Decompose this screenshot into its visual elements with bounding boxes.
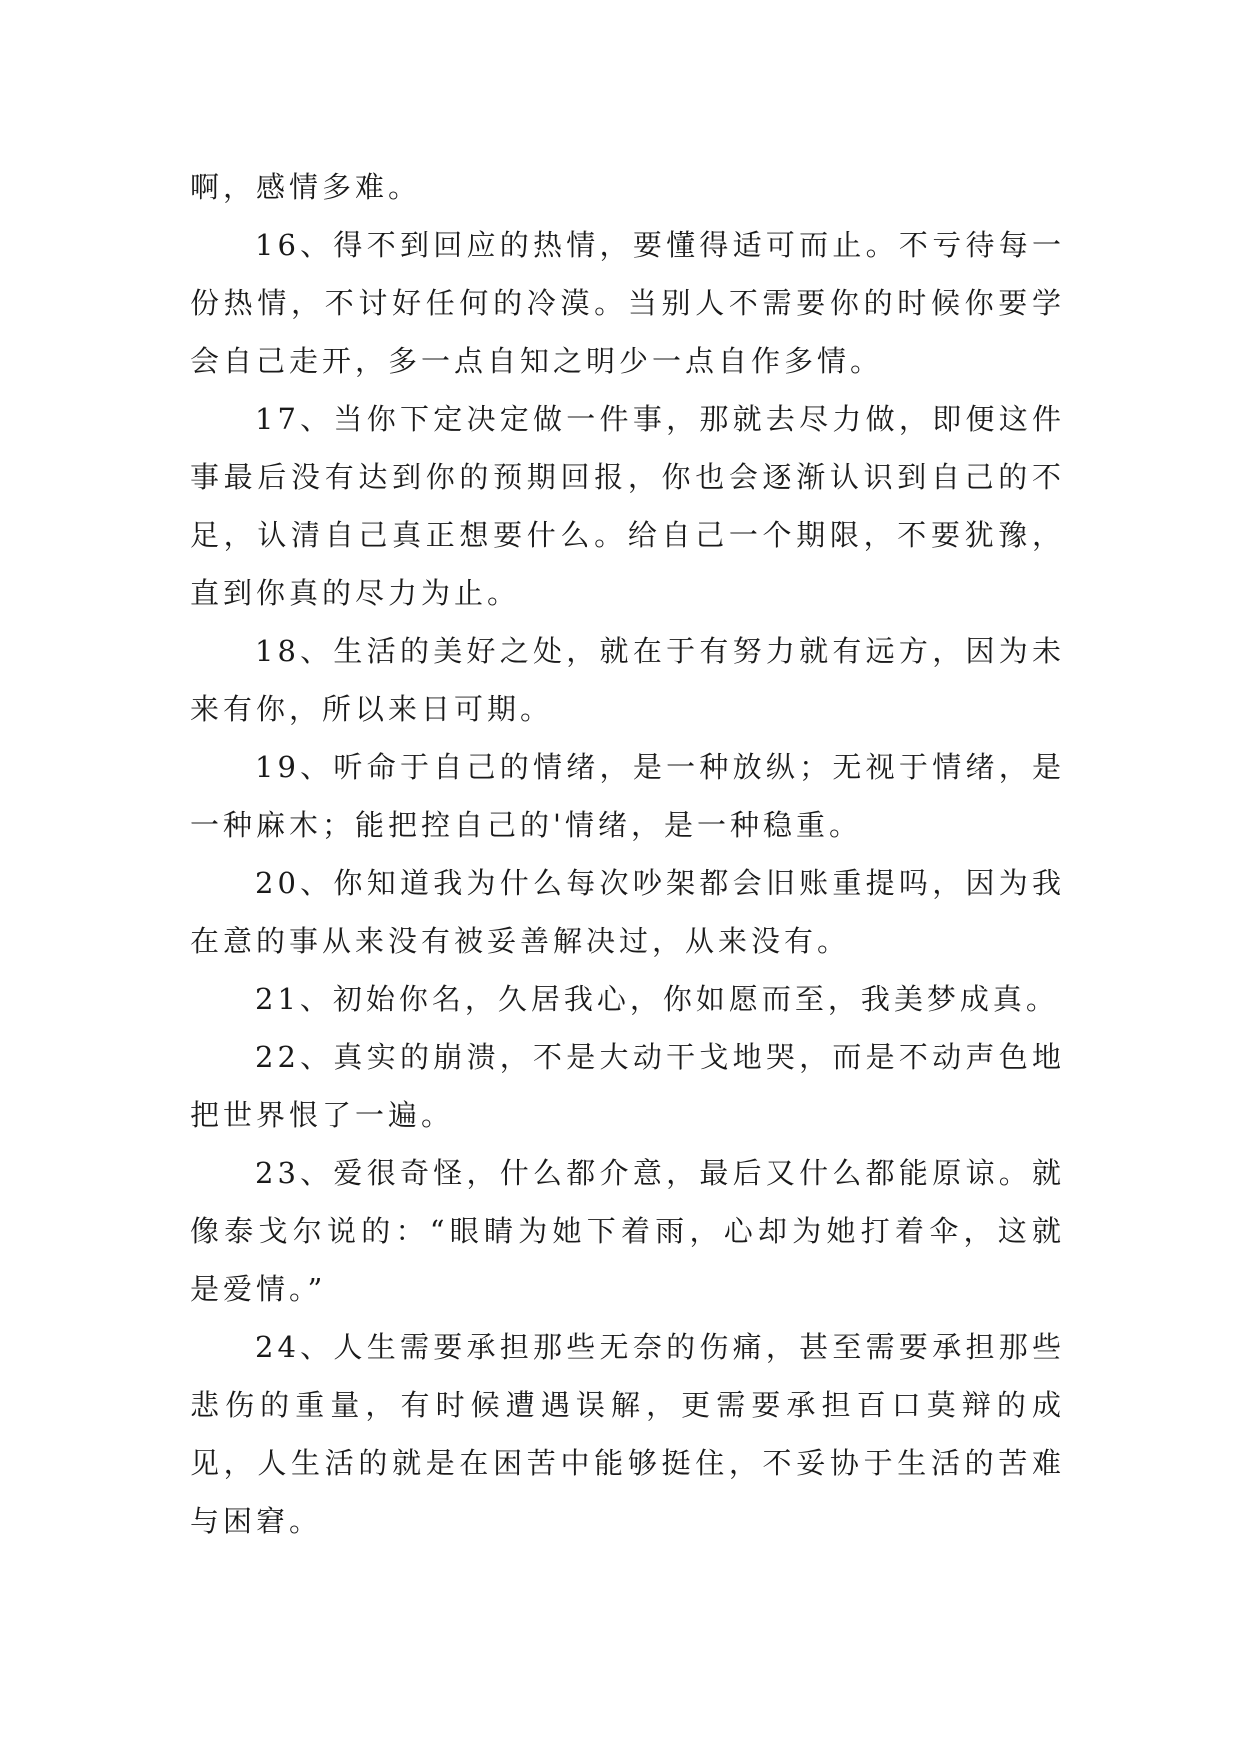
paragraph-22: 22、真实的崩溃，不是大动干戈地哭，而是不动声色地把世界恨了一遍。 xyxy=(190,1040,1065,1132)
paragraph-20: 20、你知道我为什么每次吵架都会旧账重提吗，因为我在意的事从来没有被妥善解决过，从来没有。 xyxy=(190,866,1065,958)
paragraph-continuation: 啊，感情多难。 xyxy=(190,170,422,204)
paragraph-21: 21、初始你名，久居我心，你如愿而至，我美梦成真。 xyxy=(255,982,1059,1016)
paragraph-19: 19、听命于自己的情绪，是一种放纵；无视于情绪，是一种麻木；能把控自己的'情绪，是一种稳重。 xyxy=(190,750,1065,842)
paragraph-18: 18、生活的美好之处，就在于有努力就有远方，因为未来有你，所以来日可期。 xyxy=(190,634,1065,726)
paragraph-16: 16、得不到回应的热情，要懂得适可而止。不亏待每一份热情，不讨好任何的冷漠。当别人不需要你的时候你要学会自己走开，多一点自知之明少一点自作多情。 xyxy=(190,228,1065,378)
paragraph-24: 24、人生需要承担那些无奈的伤痛，甚至需要承担那些悲伤的重量，有时候遭遇误解，更需要承担百口莫辩的成见，人生活的就是在困苦中能够挺住，不妥协于生活的苦难与困窘。 xyxy=(190,1330,1065,1538)
document-body xyxy=(190,158,1065,1550)
paragraph-23: 23、爱很奇怪，什么都介意，最后又什么都能原谅。就像泰戈尔说的：“眼睛为她下着雨，心却为她打着伞，这就是爱情。” xyxy=(190,1156,1065,1306)
paragraph-17: 17、当你下定决定做一件事，那就去尽力做，即便这件事最后没有达到你的预期回报，你也会逐渐认识到自己的不足，认清自己真正想要什么。给自己一个期限，不要犹豫，直到你真的尽力为止。 xyxy=(190,402,1065,610)
